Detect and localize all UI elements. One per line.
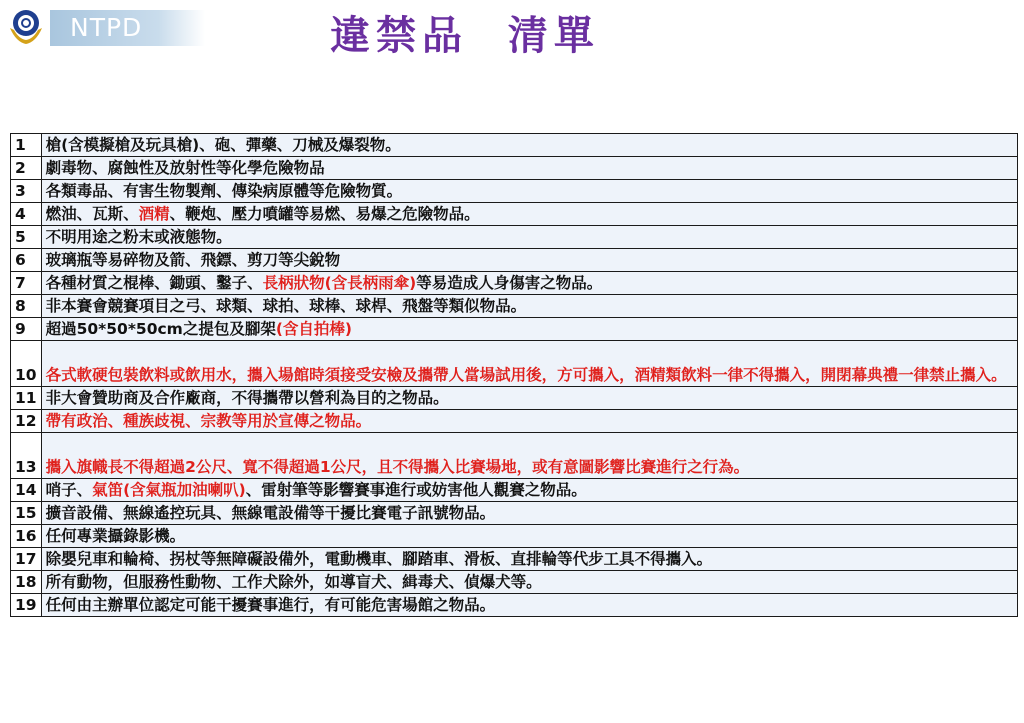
police-emblem-icon [6, 6, 46, 46]
table-row [11, 249, 1018, 272]
item-text [41, 295, 1017, 318]
item-text [41, 548, 1017, 571]
table-row [11, 318, 1018, 341]
highlight-text: 氣笛(含氣瓶加油喇叭) [92, 481, 246, 499]
table-row [11, 226, 1018, 249]
item-number: 19 [11, 594, 42, 617]
item-text-segment: 、鞭炮、壓力噴罐等易燃、易爆之危險物品。 [169, 205, 480, 223]
page-title: 違禁品 清單 [330, 13, 600, 59]
item-text-segment: 玻璃瓶等易碎物及箭、飛鏢、剪刀等尖銳物 [45, 251, 341, 269]
item-text [41, 502, 1017, 525]
item-text-segment: 除嬰兒車和輪椅、拐杖等無障礙設備外，電動機車、腳踏車、滑板、直排輪等代步工具不得攜入。 [45, 550, 713, 568]
prohibited-items-table [10, 133, 1018, 617]
item-number: 15 [11, 502, 42, 525]
item-text-segment: 任何專業攝錄影機。 [45, 527, 186, 545]
table-row [11, 180, 1018, 203]
item-text-segment: 各類毒品、有害生物製劑、傳染病原體等危險物質。 [45, 182, 403, 200]
item-text-segment: 各種材質之棍棒、鋤頭、鑿子、 [45, 274, 263, 292]
table-row [11, 157, 1018, 180]
item-number: 14 [11, 479, 42, 502]
item-text [41, 134, 1017, 157]
item-text-segment: 所有動物，但服務性動物、工作犬除外，如導盲犬、緝毒犬、偵爆犬等。 [45, 573, 542, 591]
item-number: 6 [11, 249, 42, 272]
item-number: 13 [11, 433, 42, 479]
brand-text: NTPD [70, 13, 143, 42]
item-number: 3 [11, 180, 42, 203]
item-number: 16 [11, 525, 42, 548]
item-text-segment: 劇毒物、腐蝕性及放射性等化學危險物品 [45, 159, 325, 177]
item-number: 12 [11, 410, 42, 433]
item-text [41, 433, 1017, 479]
item-text [41, 387, 1017, 410]
page-header [0, 0, 1024, 60]
table-row [11, 525, 1018, 548]
highlight-text: 長柄狀物(含長柄雨傘) [262, 274, 417, 292]
brand-banner [50, 10, 205, 46]
table-row [11, 272, 1018, 295]
item-number: 4 [11, 203, 42, 226]
item-text [41, 479, 1017, 502]
table-row [11, 433, 1018, 479]
item-text [41, 571, 1017, 594]
item-text [41, 180, 1017, 203]
item-text-segment: 超過50*50*50cm之提包及腳架 [45, 320, 276, 338]
item-text-segment: 不明用途之粉末或液態物。 [45, 228, 232, 246]
item-number: 10 [11, 341, 42, 387]
item-text [41, 318, 1017, 341]
table-row [11, 203, 1018, 226]
item-text [41, 203, 1017, 226]
item-number: 1 [11, 134, 42, 157]
item-text [41, 249, 1017, 272]
highlight-text: 帶有政治、種族歧視、宗教等用於宣傳之物品。 [45, 412, 372, 430]
item-text-segment: 槍(含模擬槍及玩具槍)、砲、彈藥、刀械及爆裂物。 [45, 136, 401, 154]
item-text-segment: 等易造成人身傷害之物品。 [416, 274, 603, 292]
table-row [11, 387, 1018, 410]
table-row [11, 594, 1018, 617]
item-text-segment: 燃油、瓦斯、 [45, 205, 139, 223]
item-text-segment: 任何由主辦單位認定可能干擾賽事進行，有可能危害場館之物品。 [45, 596, 496, 614]
table-row [11, 295, 1018, 318]
highlight-text: 各式軟硬包裝飲料或飲用水，攜入場館時須接受安檢及攜帶人當場試用後，方可攜入，酒精類飲料一律不得攜入，開閉幕典禮一律禁止攜入。 [45, 366, 1007, 384]
item-text [41, 272, 1017, 295]
item-text [41, 410, 1017, 433]
item-text-segment: 非大會贊助商及合作廠商，不得攜帶以營利為目的之物品。 [45, 389, 449, 407]
item-number: 5 [11, 226, 42, 249]
highlight-text: 攜入旗幟長不得超過2公尺、寬不得超過1公尺，且不得攜入比賽場地，或有意圖影響比賽進行之行為。 [45, 458, 750, 476]
table-row [11, 479, 1018, 502]
item-number: 7 [11, 272, 42, 295]
item-number: 11 [11, 387, 42, 410]
item-text-segment: 哨子、 [45, 481, 93, 499]
item-text [41, 226, 1017, 249]
highlight-text: (含自拍棒) [275, 320, 353, 338]
table-row [11, 341, 1018, 387]
table-row [11, 410, 1018, 433]
highlight-text: 酒精 [138, 205, 170, 223]
item-number: 2 [11, 157, 42, 180]
item-text-segment: 擴音設備、無線遙控玩具、無線電設備等干擾比賽電子訊號物品。 [45, 504, 496, 522]
item-text-segment: 、雷射筆等影響賽事進行或妨害他人觀賽之物品。 [245, 481, 587, 499]
item-text-segment: 非本賽會競賽項目之弓、球類、球拍、球棒、球桿、飛盤等類似物品。 [45, 297, 527, 315]
item-number: 18 [11, 571, 42, 594]
item-text [41, 594, 1017, 617]
item-text [41, 157, 1017, 180]
item-text [41, 525, 1017, 548]
table-row [11, 134, 1018, 157]
item-number: 17 [11, 548, 42, 571]
table-row [11, 548, 1018, 571]
item-number: 9 [11, 318, 42, 341]
table-row [11, 502, 1018, 525]
table-row [11, 571, 1018, 594]
item-text [41, 341, 1017, 387]
item-number: 8 [11, 295, 42, 318]
